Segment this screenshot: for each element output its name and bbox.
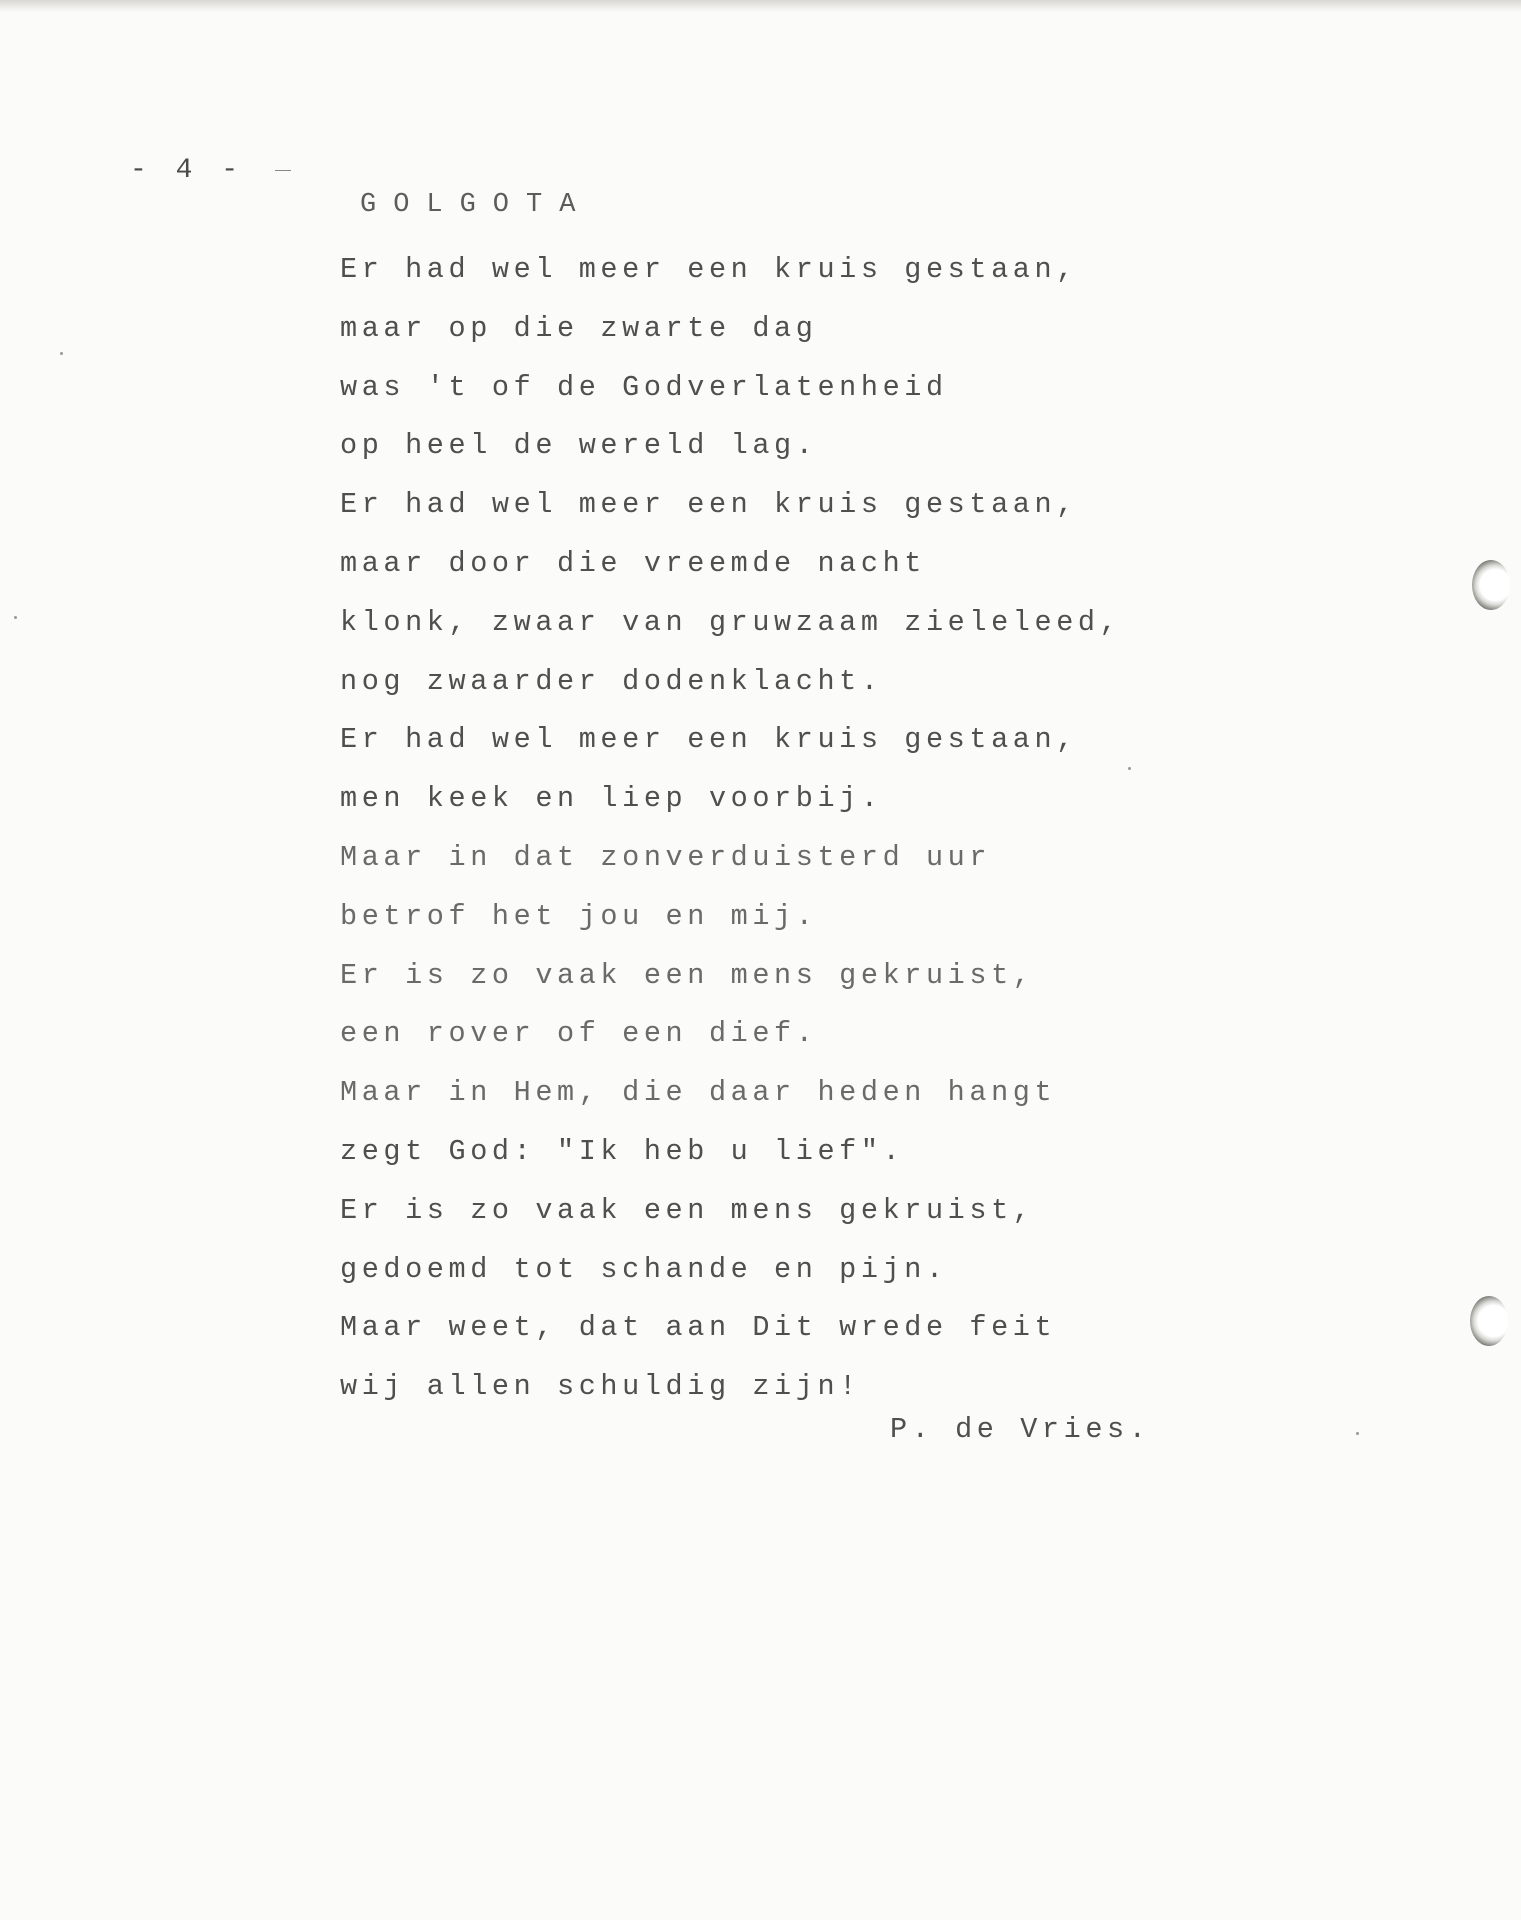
author-signature: P. de Vries. bbox=[890, 1413, 1151, 1446]
punch-hole-icon bbox=[1470, 1296, 1508, 1346]
poem-line: Maar in Hem, die daar heden hangt bbox=[340, 1076, 1057, 1110]
poem-line: Er had wel meer een kruis gestaan, bbox=[340, 253, 1078, 286]
poem-body bbox=[340, 241, 1121, 1417]
poem-line: maar op die zwarte dag bbox=[340, 311, 818, 345]
margin-mark bbox=[275, 170, 291, 171]
poem-line: Er had wel meer een kruis gestaan, bbox=[340, 488, 1078, 522]
poem-line: maar door die vreemde nacht bbox=[340, 546, 926, 580]
poem-line: een rover of een dief. bbox=[340, 1017, 818, 1051]
poem-line: Er is zo vaak een mens gekruist, bbox=[340, 1193, 1035, 1227]
poem-line: op heel de wereld lag. bbox=[340, 429, 818, 463]
poem-line: nog zwaarder dodenklacht. bbox=[340, 664, 883, 698]
page-top-edge bbox=[0, 0, 1521, 12]
poem-line: klonk, zwaar van gruwzaam zieleleed, bbox=[340, 605, 1122, 639]
paper-speck bbox=[60, 352, 63, 355]
poem-line: betrof het jou en mij. bbox=[340, 899, 818, 933]
poem-title: GOLGOTA bbox=[360, 190, 593, 220]
page-number: - 4 - bbox=[130, 155, 245, 186]
poem-line: gedoemd tot schande en pijn. bbox=[340, 1252, 948, 1286]
paper-speck bbox=[14, 616, 17, 619]
poem-line: wij allen schuldig zijn! bbox=[340, 1370, 861, 1404]
poem-line: Maar in dat zonverduisterd uur bbox=[340, 840, 992, 874]
poem-line: Maar weet, dat aan Dit wrede feit bbox=[340, 1311, 1057, 1345]
poem-line: Er had wel meer een kruis gestaan, bbox=[340, 723, 1078, 757]
poem-line: men keek en liep voorbij. bbox=[340, 782, 883, 816]
paper-speck bbox=[1128, 767, 1131, 770]
poem-line: was 't of de Godverlatenheid bbox=[340, 370, 948, 404]
punch-hole-icon bbox=[1472, 560, 1510, 610]
poem-line: Er is zo vaak een mens gekruist, bbox=[340, 958, 1035, 992]
paper-speck bbox=[1356, 1432, 1359, 1435]
poem-line: zegt God: "Ik heb u lief". bbox=[340, 1134, 905, 1168]
